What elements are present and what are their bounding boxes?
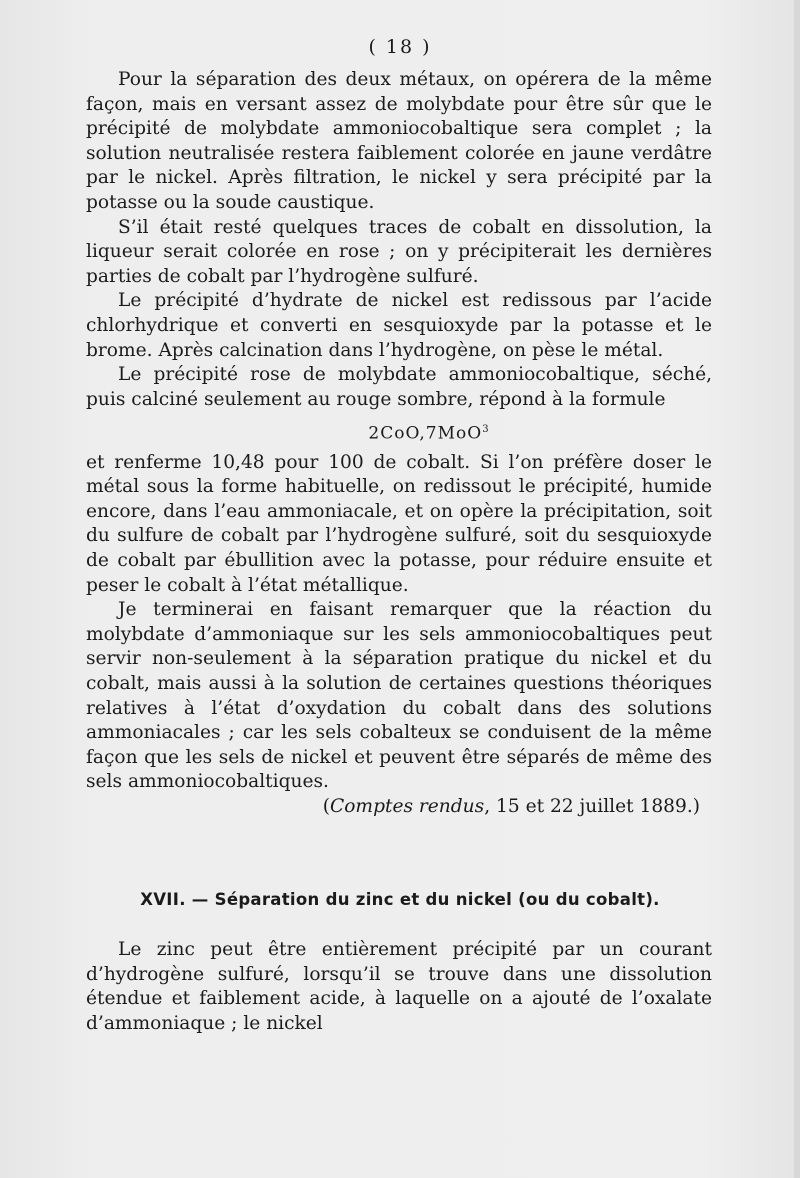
paragraph-zinc-precipitation: Le zinc peut être entièrement précipité par un courant d’hydrogène sulfuré, lorsqu’il se trouve dans une dissolution étendue et faiblement acide, à laquelle on a ajouté de l’oxalate d’ammoniaque ; le nickel <box>86 939 712 1034</box>
paragraph-molybdate-precipitate: Le précipité rose de molybdate ammoniocobaltique, séché, puis calciné seulement au rouge sombre, répond à la formule <box>86 364 712 410</box>
paragraph-cobalt-traces: S’il était resté quelques traces de cobalt en dissolution, la liqueur serait colorée en rose ; on y précipiterait les dernières parties de cobalt par l’hydrogène sulfuré. <box>86 216 712 287</box>
citation-open: ( <box>322 795 331 817</box>
section-heading: XVII. — Séparation du zinc et du nickel (ou du cobalt). <box>140 890 660 909</box>
main-text <box>86 68 712 819</box>
formula-superscript: 3 <box>482 424 490 436</box>
section-text <box>86 938 712 1036</box>
chemical-formula <box>86 418 712 446</box>
citation <box>86 795 712 820</box>
paragraph-separation-method: Pour la séparation des deux métaux, on opérera de la même façon, mais en versant assez de molybdate pour être sûr que le précipité de molybdate ammoniocobaltique sera complet ; la solution neutralisée restera faiblement colorée en jaune verdâtre par le nickel. Après filtration, le nickel y sera précipité par la potasse ou la soude caustique. <box>86 69 712 213</box>
paragraph-cobalt-content: et renferme 10,48 pour 100 de cobalt. Si l’on préfère doser le métal sous la forme habituelle, on redissout le précipité, humide encore, dans l’eau ammoniacale, et on opère la précipitation, soit du sulfure de cobalt par l’hydrogène sulfuré, soit du sesquioxyde de cobalt par ébullition avec la potasse, pour réduire ensuite et peser le cobalt à l’état métallique. <box>86 451 712 596</box>
citation-date: , 15 et 22 juillet 1889.) <box>484 795 700 817</box>
formula-main: 2CoO,7MoO <box>368 423 483 444</box>
page-number: ( 18 ) <box>368 36 432 58</box>
paragraph-nickel-hydrate: Le précipité d’hydrate de nickel est redissous par l’acide chlorhydrique et converti en sesquioxyde par la potasse et le brome. Après calcination dans l’hydrogène, on pèse le métal. <box>86 290 712 361</box>
paragraph-conclusion: Je terminerai en faisant remarquer que la réaction du molybdate d’ammoniaque sur les sels ammoniocobaltiques peut servir non-seulement à la séparation pratique du nickel et du cobalt, mais aussi à la solution de certaines questions théoriques relatives à l’état d’oxydation du cobalt dans des solutions ammoniacales ; car les sels cobalteux se conduisent de la même façon que les sels de nickel et peuvent être séparés de même des sels ammoniocobaltiques. <box>86 599 712 793</box>
citation-source: Comptes rendus <box>330 795 485 817</box>
